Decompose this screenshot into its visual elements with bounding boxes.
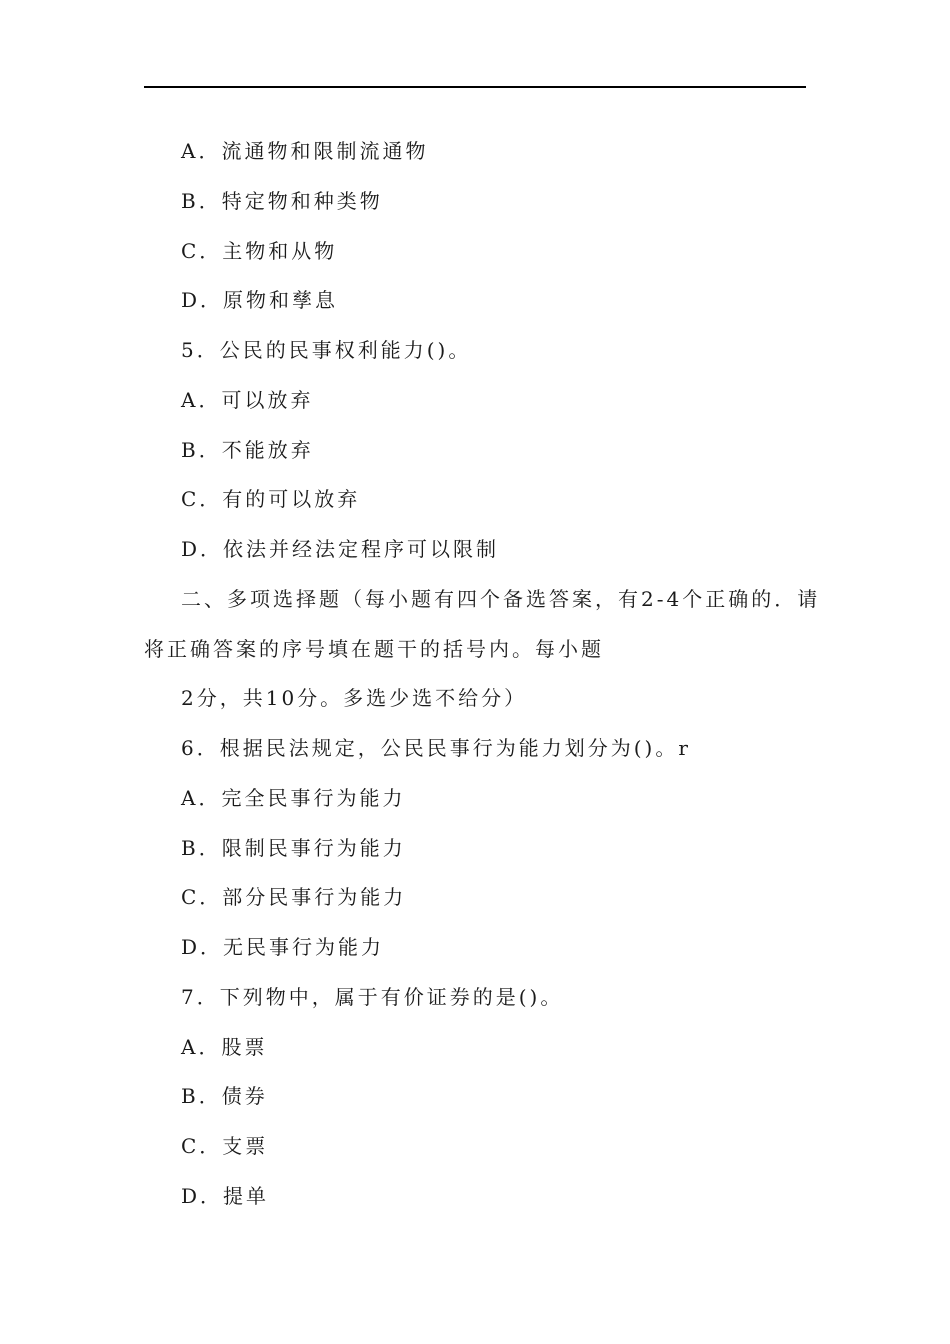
question-5: 5．公民的民事权利能力()。 [181,338,472,362]
option-d-line: D．无民事行为能力 [181,935,385,959]
option-b-line: B．限制民事行为能力 [181,836,406,860]
option-b-line: B．不能放弃 [181,438,314,462]
option-d-line: D．原物和孳息 [181,288,339,312]
option-d-line: D．依法并经法定程序可以限制 [181,537,500,561]
question-6: 6．根据民法规定，公民民事行为能力划分为()。r [181,736,691,760]
option-c-line: C．主物和从物 [181,239,338,263]
section-scoring-note: 2分，共10分。多选少选不给分） [181,686,528,710]
section-heading: 二、多项选择题（每小题有四个备选答案，有2-4个正确的．请 [181,587,821,611]
option-c-line: C．有的可以放弃 [181,487,361,511]
section-heading-continued: 将正确答案的序号填在题干的括号内。每小题 [144,637,604,661]
option-a-line: A．完全民事行为能力 [181,786,406,810]
option-a-line: A．可以放弃 [181,388,314,412]
option-a-line: A．股票 [181,1035,268,1059]
option-c-line: C．支票 [181,1134,269,1158]
option-b-line: B．特定物和种类物 [181,189,383,213]
question-7: 7．下列物中，属于有价证券的是()。 [181,985,564,1009]
option-a-line: A．流通物和限制流通物 [181,139,429,163]
option-c-line: C．部分民事行为能力 [181,885,407,909]
header-rule [144,86,806,88]
option-b-line: B．债券 [181,1084,268,1108]
option-d-line: D．提单 [181,1184,270,1208]
